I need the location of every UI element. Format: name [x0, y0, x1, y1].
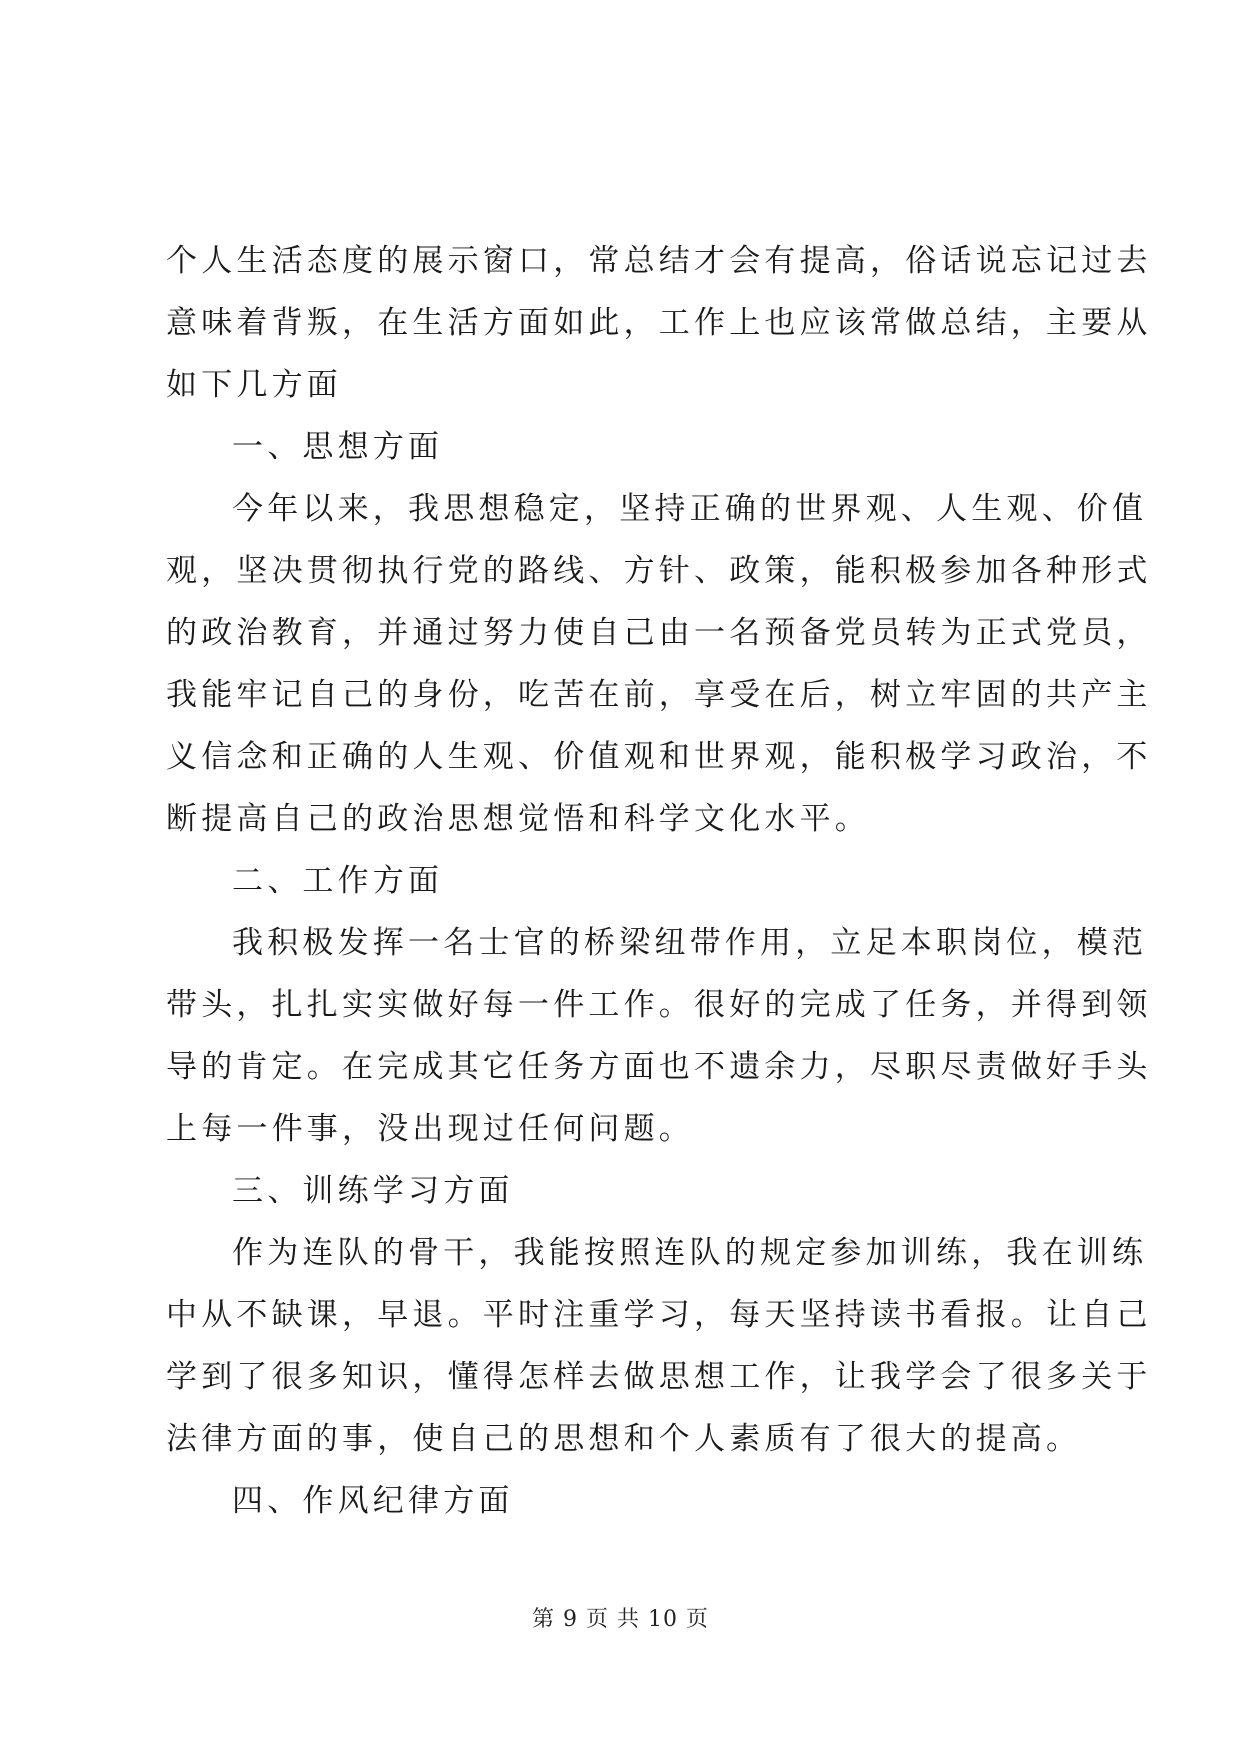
- text-line: 观，坚决贯彻执行党的路线、方针、政策，能积极参加各种形式: [166, 553, 1152, 589]
- text-line: 带头，扎扎实实做好每一件工作。很好的完成了任务，并得到领: [166, 987, 1152, 1023]
- text-line: 作为连队的骨干，我能按照连队的规定参加训练，我在训练: [232, 1235, 1148, 1271]
- text-line: 义信念和正确的人生观、价值观和世界观，能积极学习政治，不: [166, 739, 1152, 775]
- text-line: 三、训练学习方面: [232, 1173, 514, 1209]
- text-line: 如下几方面: [166, 367, 342, 403]
- text-line: 我积极发挥一名士官的桥梁纽带作用，立足本职岗位，模范: [232, 925, 1148, 961]
- page-footer: 第 9 页 共 10 页: [532, 1607, 709, 1632]
- text-line: 今年以来，我思想稳定，坚持正确的世界观、人生观、价值: [232, 491, 1148, 527]
- text-line: 一、思想方面: [232, 429, 444, 465]
- text-line: 的政治教育，并通过努力使自己由一名预备党员转为正式党员，: [166, 615, 1152, 651]
- text-line: 二、工作方面: [232, 863, 444, 899]
- text-line: 四、作风纪律方面: [232, 1483, 514, 1519]
- text-line: 个人生活态度的展示窗口，常总结才会有提高，俗话说忘记过去: [166, 243, 1152, 279]
- text-line: 我能牢记自己的身份，吃苦在前，享受在后，树立牢固的共产主: [166, 677, 1152, 713]
- text-line: 上每一件事，没出现过任何问题。: [166, 1111, 694, 1147]
- text-line: 意味着背叛，在生活方面如此，工作上也应该常做总结，主要从: [166, 305, 1152, 341]
- text-line: 导的肯定。在完成其它任务方面也不遗余力，尽职尽责做好手头: [166, 1049, 1152, 1085]
- text-line: 中从不缺课，早退。平时注重学习，每天坚持读书看报。让自己: [166, 1297, 1152, 1333]
- text-line: 学到了很多知识，懂得怎样去做思想工作，让我学会了很多关于: [166, 1359, 1152, 1395]
- text-line: 法律方面的事，使自己的思想和个人素质有了很大的提高。: [166, 1421, 1082, 1457]
- document-body: [166, 230, 1152, 1532]
- text-line: 断提高自己的政治思想觉悟和科学文化水平。: [166, 801, 870, 837]
